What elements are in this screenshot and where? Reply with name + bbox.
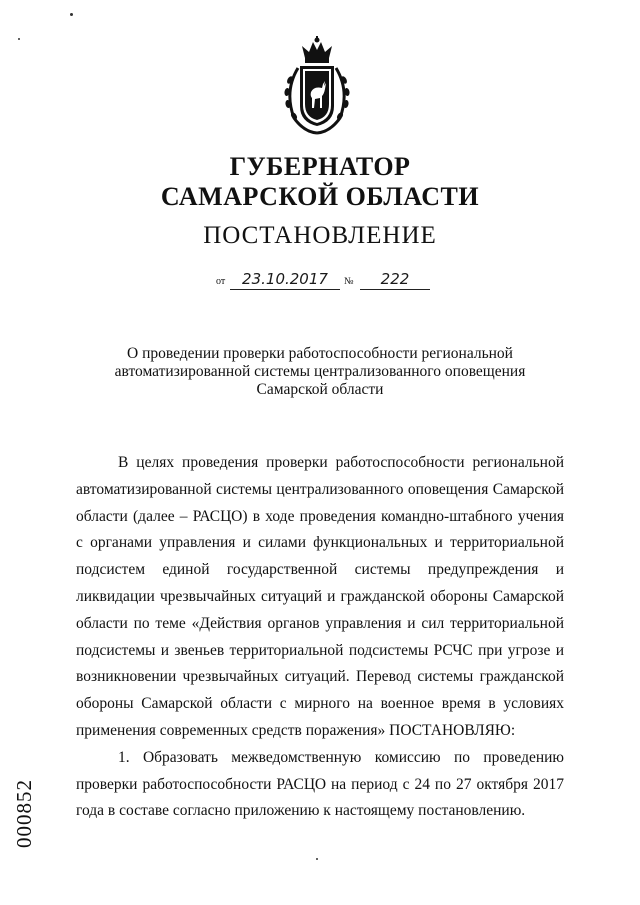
handwritten-date: 23.10.2017	[230, 269, 340, 290]
document-body	[76, 450, 564, 825]
coat-of-arms-emblem	[278, 36, 356, 136]
document-subject	[100, 345, 540, 399]
handwritten-number: 222	[360, 269, 430, 290]
subject-line: автоматизированной системы централизованного оповещения	[114, 363, 526, 380]
region-title: САМАРСКОЙ ОБЛАСТИ	[160, 182, 480, 211]
scan-speck	[18, 38, 20, 40]
scan-speck	[316, 858, 318, 860]
scan-speck	[70, 13, 73, 16]
body-paragraph: 1. Образовать межведомственную комиссию по проведению проверки работоспособности РАСЦО на период с 24 по 27 октября 2017 года в составе согласно приложению к настоящему постановлению.	[76, 748, 564, 820]
body-paragraph: В целях проведения проверки работоспособности региональной автоматизированной системы централизованного оповещения Самарской области (далее – РАСЦО) в ходе проведения командно-штабного учения с органами управления и силами функциональных и территориальной подсистем единой государственной системы предупреждения и ликвидации чрезвычайных ситуаций и гражданской обороны Самарской области по теме «Действия органов управления и сил территориальной подсистемы и звеньев территориальной подсистемы РСЧС при угрозе и возникновении чрезвычайных ситуаций. Перевод системы гражданской обороны Самарской области с мирного на военное время в условиях применения современных средств поражения» ПОСТАНОВЛЯЮ:	[76, 454, 564, 739]
document-type: ПОСТАНОВЛЕНИЕ	[203, 222, 437, 249]
number-label: №	[344, 276, 354, 287]
subject-line: Самарской области	[256, 381, 384, 398]
subject-line: О проведении проверки работоспособности региональной	[127, 345, 513, 362]
archive-stamp-number: 000852	[12, 779, 36, 848]
date-from-label: от	[216, 276, 226, 287]
governor-title: ГУБЕРНАТОР	[229, 152, 411, 181]
dateline	[216, 268, 456, 290]
